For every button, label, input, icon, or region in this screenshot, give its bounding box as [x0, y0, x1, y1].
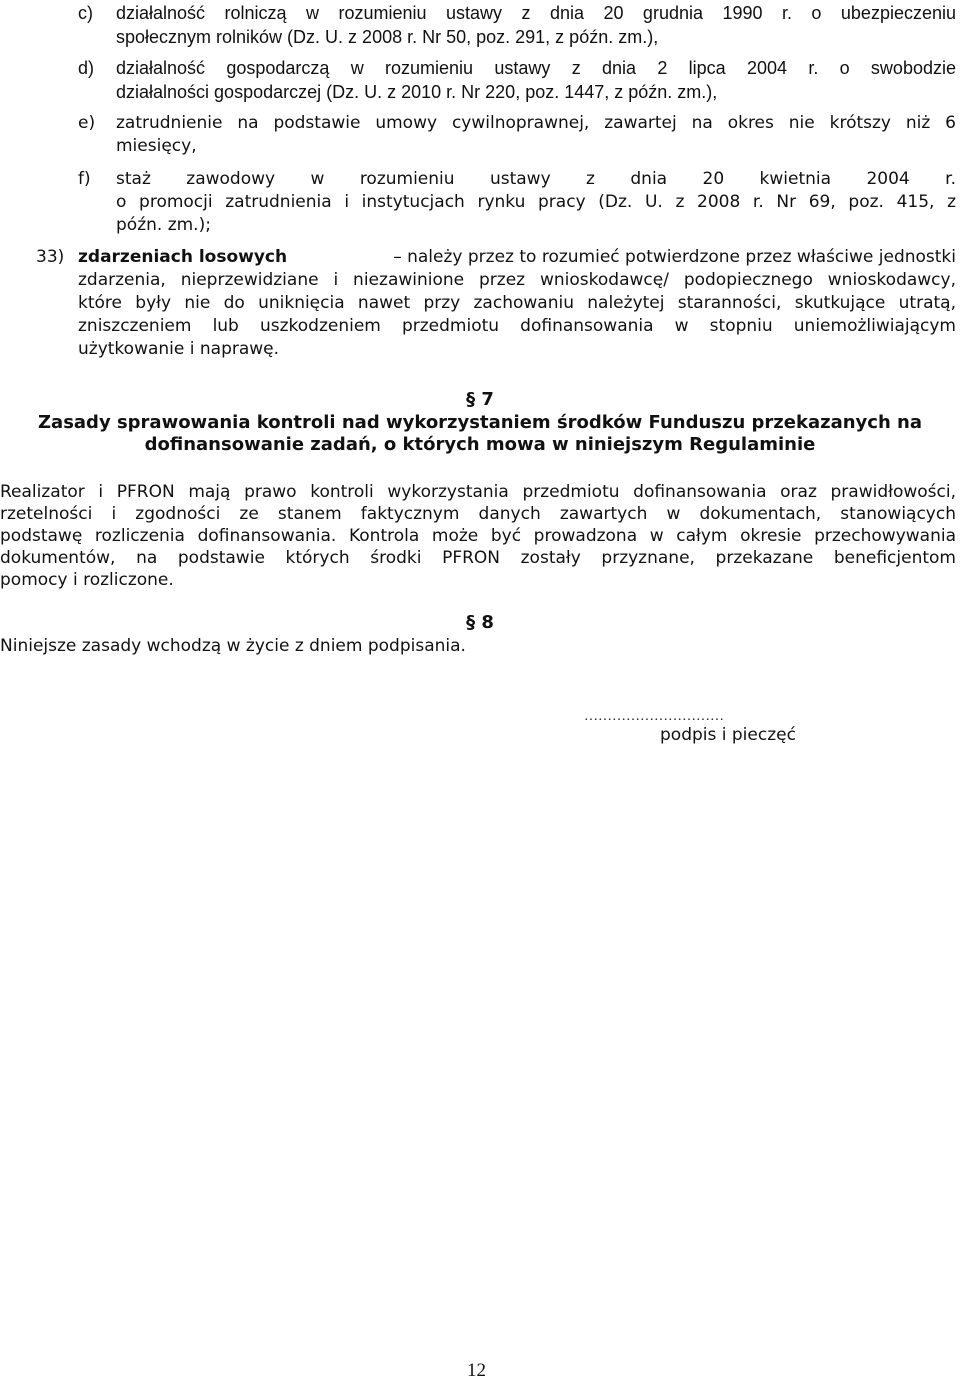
- page-number: 12: [467, 1360, 486, 1381]
- definition-33-line1: [78, 246, 956, 268]
- section-8-heading: § 8: [466, 612, 494, 633]
- section-7-para-line1: Realizator i PFRON mają prawo kontroli wykorzystania przedmiotu dofinansowania oraz prawidłowości,: [0, 482, 956, 502]
- definition-33-line3: które były nie do uniknięcia nawet przy zachowaniu należytej staranności, skutkujące utratą,: [78, 293, 956, 313]
- definition-33-number: 33): [36, 247, 65, 267]
- item-d-label: d): [78, 58, 95, 78]
- definition-33-line2: zdarzenia, nieprzewidziane i niezawinione przez wnioskodawcę/ podopiecznego wnioskodawcy,: [78, 270, 956, 290]
- item-c-line2: społecznym rolników (Dz. U. z 2008 r. Nr 50, poz. 291, z późn. zm.),: [116, 27, 659, 47]
- item-f-label: f): [78, 169, 91, 189]
- section-7-para-line4: dokumentów, na podstawie których środki PFRON zostały przyznane, przekazane beneficjentom: [0, 548, 956, 568]
- definition-33-line1-rest: – należy przez to rozumieć potwierdzone przez właściwe jednostki: [393, 247, 956, 267]
- section-7-para-line3: podstawę rozliczenia dofinansowania. Kontrola może być prowadzona w całym okresie przechowywania: [0, 526, 956, 546]
- section-8-text: Niniejsze zasady wchodzą w życie z dniem podpisania.: [0, 636, 466, 656]
- section-7-para-line5: pomocy i rozliczone.: [0, 570, 174, 590]
- section-7-title-line2: dofinansowanie zadań, o których mowa w niniejszym Regulaminie: [144, 434, 816, 455]
- section-7-para-line2: rzetelności i zgodności ze stanem faktycznym danych zawartych w dokumentach, stanowiących: [0, 504, 956, 524]
- item-c-label: c): [78, 3, 93, 23]
- definition-33-line5: użytkowanie i naprawę.: [78, 339, 280, 359]
- item-d-line1: działalność gospodarczą w rozumieniu ustawy z dnia 2 lipca 2004 r. o swobodzie: [116, 58, 956, 78]
- item-f-line2: o promocji zatrudnienia i instytucjach rynku pracy (Dz. U. z 2008 r. Nr 69, poz. 415, z: [116, 192, 956, 212]
- item-f-line1: staż zawodowy w rozumieniu ustawy z dnia 20 kwietnia 2004 r.: [116, 169, 956, 189]
- item-d-line2: działalności gospodarczej (Dz. U. z 2010 r. Nr 220, poz. 1447, z późn. zm.),: [116, 82, 718, 102]
- section-7-title-line1: Zasady sprawowania kontroli nad wykorzystaniem środków Funduszu przekazanych na: [38, 412, 922, 433]
- signature-label: podpis i pieczęć: [660, 725, 796, 745]
- item-c-line1: działalność rolniczą w rozumieniu ustawy z dnia 20 grudnia 1990 r. o ubezpieczeniu: [116, 3, 956, 23]
- signature-dots: …………………………: [584, 709, 724, 724]
- item-e-line2: miesięcy,: [116, 136, 197, 156]
- item-e-line1: zatrudnienie na podstawie umowy cywilnoprawnej, zawartej na okres nie krótszy niż 6: [116, 113, 956, 133]
- item-f-line3: późn. zm.);: [116, 215, 211, 235]
- section-7-heading: § 7: [466, 389, 494, 410]
- definition-33-term: zdarzeniach losowych: [78, 247, 288, 267]
- definition-33-line4: zniszczeniem lub uszkodzeniem przedmiotu dofinansowania w stopniu uniemożliwiającym: [78, 316, 956, 336]
- item-e-label: e): [78, 113, 96, 133]
